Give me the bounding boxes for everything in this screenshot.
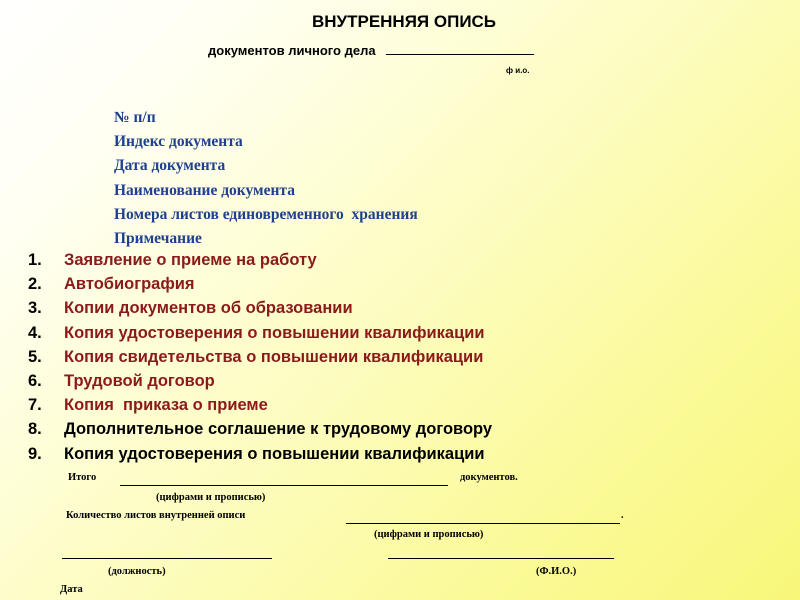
item-number: 3. (28, 299, 42, 318)
list-item (28, 272, 492, 296)
item-text: Копия удостоверения о повышении квалификации (64, 323, 485, 342)
list-item (28, 248, 492, 272)
page-title: ВНУТРЕННЯЯ ОПИСЬ (311, 12, 497, 31)
item-number: 4. (28, 323, 42, 342)
item-number: 7. (28, 396, 42, 415)
fio-caption: ф и.о. (506, 66, 530, 75)
list-item (28, 321, 492, 345)
document-list (28, 248, 492, 466)
column-list (114, 106, 418, 251)
page-subtitle (208, 42, 534, 58)
sheets-label: Количество листов внутренней описи (66, 510, 246, 521)
total-hint: (цифрами и прописью) (156, 492, 266, 503)
total-blank-line (120, 485, 448, 486)
fio-blank-line (386, 42, 534, 55)
name-label: (Ф.И.О.) (536, 566, 577, 577)
list-item (28, 296, 492, 320)
item-number: 6. (28, 372, 42, 391)
item-number: 2. (28, 275, 42, 294)
date-label: Дата (60, 584, 83, 595)
name-blank-line (388, 558, 614, 559)
column-item: Индекс документа (114, 133, 243, 151)
column-item: Наименование документа (114, 181, 295, 199)
sheets-hint: (цифрами и прописью) (374, 529, 484, 540)
sheets-suffix: . (621, 510, 624, 521)
position-blank-line (62, 558, 272, 559)
item-text: Трудовой договор (64, 372, 215, 391)
item-text: Копия удостоверения о повышении квалификации (64, 444, 485, 463)
total-suffix: документов. (460, 472, 518, 483)
item-text: Копия свидетельства о повышении квалификации (64, 347, 484, 366)
item-number: 9. (28, 444, 42, 463)
list-item (28, 369, 492, 393)
item-text: Автобиография (64, 275, 195, 294)
subtitle-text: документов личного дела (208, 43, 376, 58)
list-item (28, 442, 492, 466)
item-text: Дополнительное соглашение к трудовому договору (64, 420, 493, 439)
position-label: (должность) (108, 566, 166, 577)
column-item: Примечание (114, 230, 202, 248)
list-item (28, 393, 492, 417)
column-item: Номера листов единовременного хранения (114, 205, 418, 223)
item-number: 8. (28, 420, 42, 439)
item-text: Копии документов об образовании (64, 299, 353, 318)
column-item: Дата документа (114, 157, 226, 175)
list-item (28, 345, 492, 369)
column-item: № п/п (114, 109, 156, 126)
item-number: 1. (28, 251, 42, 269)
item-number: 5. (28, 347, 42, 366)
item-text: Заявление о приеме на работу (64, 251, 317, 269)
sheets-blank-line (346, 523, 620, 524)
total-label: Итого (68, 472, 97, 483)
item-text: Копия приказа о приеме (64, 396, 268, 415)
list-item (28, 417, 492, 441)
